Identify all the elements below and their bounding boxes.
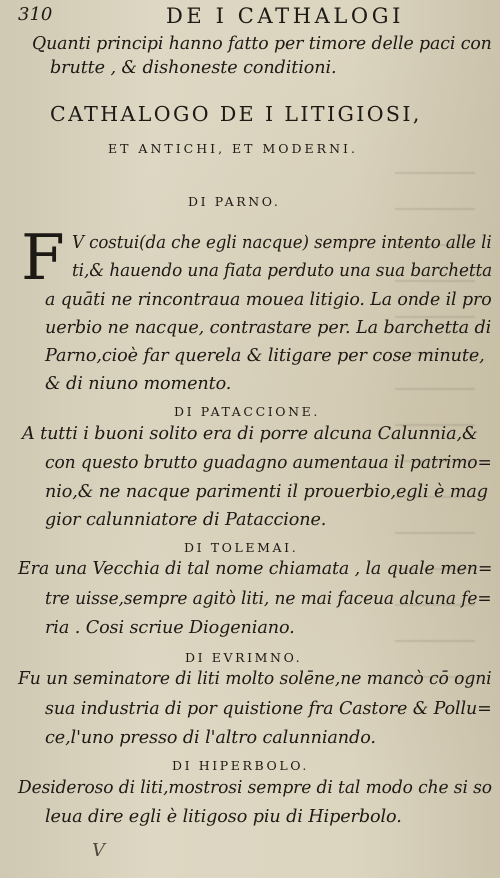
- text-line: sua industria di por quistione fra Castore & Pollu=: [45, 699, 492, 719]
- signature-mark: V: [92, 840, 105, 861]
- text-line: ti,& hauendo una fiata perduto una sua barchetta: [72, 261, 493, 281]
- text-line: A tutti i buoni solito era di porre alcuna Calunnia,&: [22, 424, 478, 444]
- text-line: leua dire egli è litigoso piu di Hiperbolo.: [45, 807, 402, 827]
- intro-line: brutte , & dishoneste conditioni.: [50, 58, 337, 78]
- section-heading: DI HIPERBOLO.: [172, 758, 309, 773]
- text-line: nio,& ne nacque parimenti il prouerbio,egli è mag: [45, 482, 488, 502]
- catalog-title: CATHALOGO DE I LITIGIOSI,: [50, 102, 422, 126]
- text-line: ria . Cosi scriue Diogeniano.: [45, 618, 295, 638]
- text-line: uerbio ne nacque, contrastare per. La barchetta di: [45, 318, 492, 338]
- text-line: Parno,cioè far querela & litigare per cose minute,: [45, 346, 485, 366]
- section-heading: DI TOLEMAI.: [184, 540, 299, 555]
- text-line: & di niuno momento.: [45, 374, 232, 394]
- text-line: tre uisse,sempre agitò liti, ne mai faceua alcuna fe=: [45, 589, 492, 609]
- text-line: Fu un seminatore di liti molto solēne,ne mancò cō ogni: [18, 669, 492, 689]
- text-line: Desideroso di liti,mostrosi sempre di tal modo che si so: [18, 778, 492, 798]
- text-line: a quāti ne rincontraua mouea litigio. La onde il pro: [45, 290, 492, 310]
- text-line: con questo brutto guadagno aumentaua il patrimo=: [45, 453, 492, 473]
- drop-cap: F: [21, 221, 65, 294]
- running-title: DE I CATHALOGI: [166, 4, 405, 28]
- text-line: ce,l'uno presso di l'altro calunniando.: [45, 728, 376, 748]
- section-heading: DI EVRIMNO.: [185, 650, 303, 665]
- intro-line: Quanti principi hanno fatto per timore delle paci con: [32, 34, 492, 54]
- section-heading: DI PATACCIONE.: [174, 404, 320, 419]
- text-line: gior calunniatore di Pataccione.: [45, 510, 327, 530]
- text-line: V costui(da che egli nacque) sempre intento alle li: [72, 233, 492, 253]
- section-heading: DI PARNO.: [188, 194, 281, 209]
- catalog-subtitle: ET ANTICHI, ET MODERNI.: [108, 141, 358, 156]
- page-number: 310: [18, 4, 53, 25]
- text-line: Era una Vecchia di tal nome chiamata , la quale men=: [18, 559, 493, 579]
